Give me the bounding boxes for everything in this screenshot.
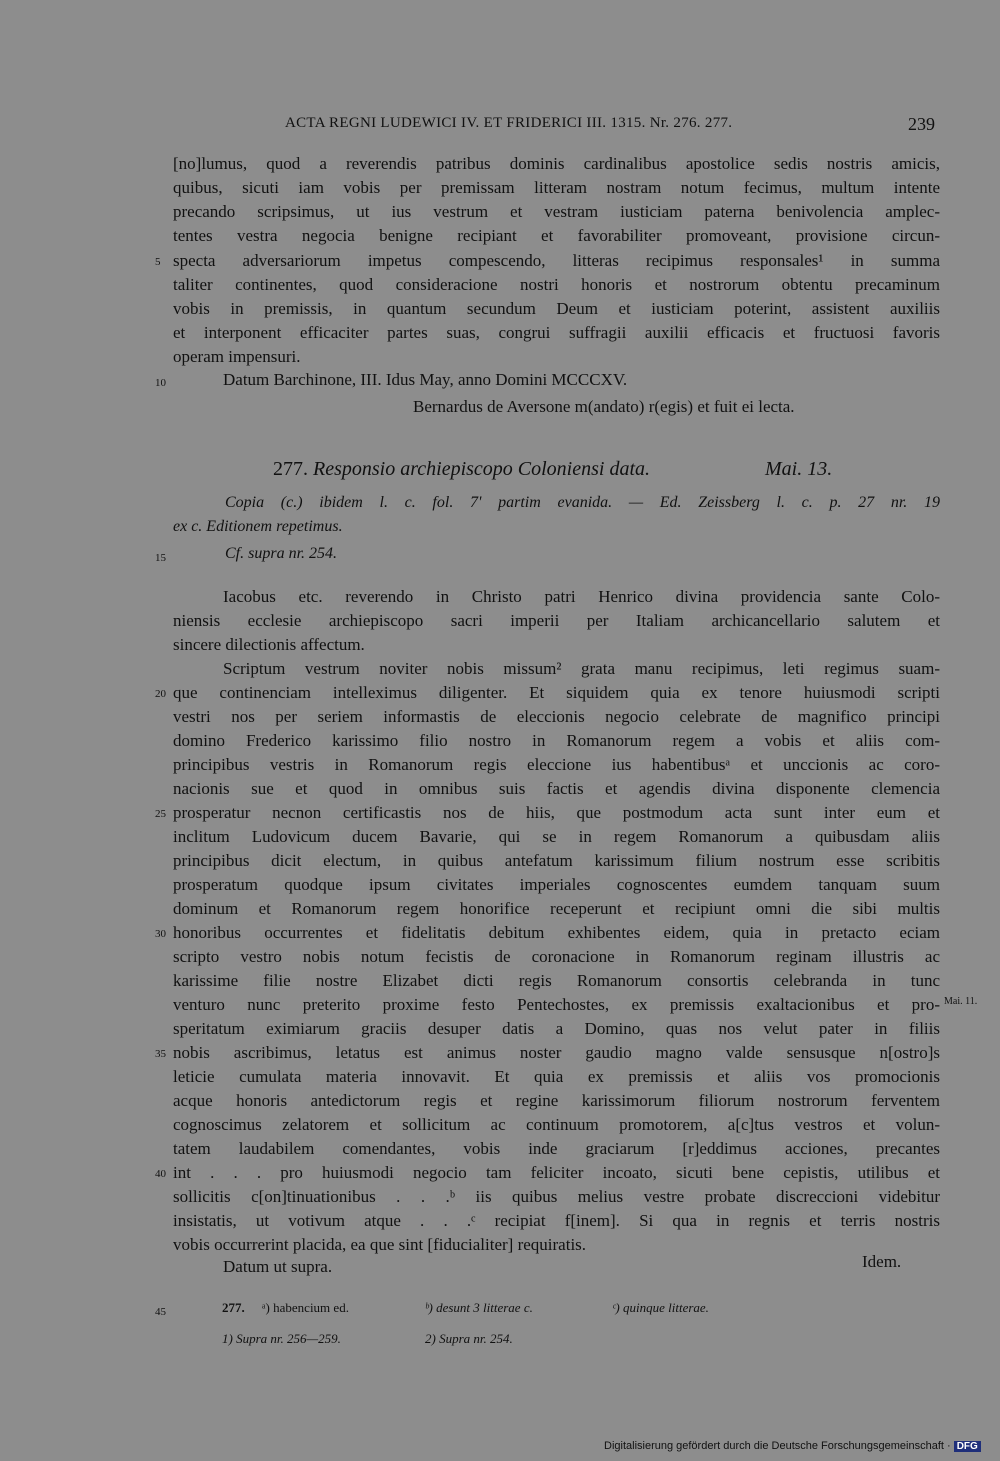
text-line: [no]lumus, quod a reverendis patribus dominis cardinalibus apostolice sedis nostris amicis,: [173, 154, 940, 173]
text-line: operam impensuri.: [173, 347, 301, 366]
dfg-logo: DFG: [954, 1441, 981, 1452]
line-number: 5: [155, 256, 161, 268]
footnote-2: 2) Supra nr. 254.: [425, 1331, 513, 1346]
footnote-a: ᵃ) habencium ed.: [262, 1300, 349, 1315]
footnote-label: 277.: [222, 1300, 245, 1315]
line-number: 45: [155, 1306, 166, 1318]
line-number: 35: [155, 1048, 166, 1060]
text-line: tentes vestra negocia benigne recipiant et favorabiliter promoveant, provisione circun-: [173, 226, 940, 245]
text-line: karissime filie nostre Elizabet dicti regis Romanorum consortis celebranda in tunc: [173, 971, 940, 990]
line-number: 10: [155, 377, 166, 389]
document-number: 277.: [273, 458, 308, 480]
text-line: sincere dilectionis affectum.: [173, 635, 365, 654]
text-line: principibus vestris in Romanorum regis eleccione ius habentibusᵃ et unccionis ac coro-: [173, 755, 940, 774]
footnote-c: ᶜ) quinque litterae.: [612, 1300, 709, 1315]
text-line: vestri nos per seriem informastis de eleccionis negocio celebrate de magnifico principi: [173, 707, 940, 726]
editorial-note: Cf. supra nr. 254.: [225, 545, 338, 562]
text-line: speritatum eximiarum graciis desuper datis a Domino, quas nos velut pater in filiis: [173, 1019, 940, 1038]
text-line: prosperatum quodque ipsum civitates imperiales cognoscentes eumdem tanquam suum: [173, 875, 940, 894]
text-line: Iacobus etc. reverendo in Christo patri Henrico divina providencia sante Colo-: [223, 587, 940, 606]
text-line: insistatis, ut votivum atque . . .ᶜ recipiat f[inem]. Si qua in regnis et terris nostris: [173, 1211, 940, 1230]
text-line: niensis ecclesie archiepiscopo sacri imperii per Italiam archicancellario salutem et: [173, 611, 940, 630]
funding-text: Digitalisierung gefördert durch die Deutsche Forschungsgemeinschaft: [604, 1440, 944, 1452]
document-date: Mai. 13.: [765, 458, 833, 480]
datum-277: Datum ut supra.: [223, 1257, 333, 1276]
document-title: Responsio archiepiscopo Coloniensi data.: [313, 458, 651, 480]
text-line: et interponent efficaciter partes suas, congrui suffragii auxilii efficacis et fructuosi favoris: [173, 323, 940, 342]
document-heading: [273, 458, 650, 481]
running-header: ACTA REGNI LUDEWICI IV. ET FRIDERICI III. 1315. Nr. 276. 277.: [285, 115, 733, 131]
footnote-1: 1) Supra nr. 256—259.: [222, 1331, 341, 1346]
text-line: int . . . pro huiusmodi negocio tam feliciter incoato, sicuti bene cepistis, utilibus et: [173, 1163, 940, 1182]
line-number: 15: [155, 552, 166, 564]
text-line: venturo nunc preterito proxime festo Pentechostes, ex premissis exaltacionibus et pro-: [173, 995, 940, 1014]
text-line: dominum et Romanorum regem honorifice receperunt et recipiunt omni die sibi multis: [173, 899, 940, 918]
margin-date-note: Mai. 11.: [944, 996, 978, 1007]
text-line: taliter continentes, quod consideracione nostri honoris et nostrorum obtentu precaminum: [173, 275, 940, 294]
signature-276: Bernardus de Aversone m(andato) r(egis) et fuit ei lecta.: [413, 397, 795, 416]
text-line: scripto vestro nobis notum fecistis de coronacione in Romanorum reginam illustris ac: [173, 947, 940, 966]
datum-276: Datum Barchinone, III. Idus May, anno Domini MCCCXV.: [223, 370, 628, 389]
text-line: precando scripsimus, ut ius vestrum et vestram iusticiam paterna benivolencia amplec-: [173, 202, 940, 221]
text-line: sollicitis c[on]tinuationibus . . .ᵇ iis quibus melius vestre probate discreccioni videbitur: [173, 1187, 940, 1206]
text-line: leticie cumulata materia innovavit. Et quia ex premissis et aliis vos promocionis: [173, 1067, 940, 1086]
text-line: specta adversariorum impetus compescendo, litteras recipimus responsales¹ in summa: [173, 251, 940, 270]
text-line: nobis ascribimus, letatus est animus noster gaudio magno valde sensusque n[ostro]s: [173, 1043, 940, 1062]
footnote-b: ᵇ) desunt 3 litterae c.: [425, 1300, 533, 1315]
text-line: que continenciam intelleximus diligenter. Et siquidem quia ex tenore huiusmodi scripti: [173, 683, 940, 702]
editorial-note: Copia (c.) ibidem l. c. fol. 7' partim evanida. — Ed. Zeissberg l. c. p. 27 nr. 19: [225, 494, 940, 511]
signature-277: Idem.: [862, 1252, 902, 1271]
text-line: prosperatur necnon certificastis nos de hiis, que postmodum acta sunt inter eum et: [173, 803, 940, 822]
line-number: 25: [155, 808, 166, 820]
line-number: 30: [155, 928, 166, 940]
page-number: 239: [908, 114, 935, 134]
text-line: quibus, sicuti iam vobis per premissam litteram nostram notum fecimus, multum intente: [173, 178, 940, 197]
text-line: honoribus occurrentes et fidelitatis debitum exhibentes eidem, quia in pretacto eciam: [173, 923, 940, 942]
text-line: tatem laudabilem comendantes, vobis inde graciarum [r]eddimus acciones, precantes: [173, 1139, 940, 1158]
text-line: Scriptum vestrum noviter nobis missum² grata manu recipimus, leti regimus suam-: [223, 659, 940, 678]
editorial-note: ex c. Editionem repetimus.: [173, 518, 343, 535]
text-line: domino Frederico karissimo filio nostro in Romanorum regem a vobis et aliis com-: [173, 731, 940, 750]
text-line: inclitum Ludovicum ducem Bavarie, qui se in regem Romanorum a quibusdam aliis: [173, 827, 940, 846]
text-line: cognoscimus zelatorem et sollicitum ac continuum promotorem, a[c]tus vestros et volun-: [173, 1115, 940, 1134]
funding-notice: Digitalisierung gefördert durch die Deutsche Forschungsgemeinschaft · DFG: [604, 1440, 981, 1452]
line-number: 40: [155, 1168, 166, 1180]
text-line: acque honoris antedictorum regis et regine karissimorum filiorum nostrorum ferventem: [173, 1091, 940, 1110]
line-number: 20: [155, 688, 166, 700]
text-line: vobis in premissis, in quantum secundum Deum et iusticiam poterint, assistent auxiliis: [173, 299, 940, 318]
text-line: principibus dicit electum, in quibus antefatum karissimum filium nostrum esse scribitis: [173, 851, 940, 870]
text-line: vobis occurrerint placida, ea que sint [fiducialiter] requiratis.: [173, 1235, 587, 1254]
text-line: nacionis sue et quod in omnibus suis factis et agendis divina disponente clemencia: [173, 779, 940, 798]
